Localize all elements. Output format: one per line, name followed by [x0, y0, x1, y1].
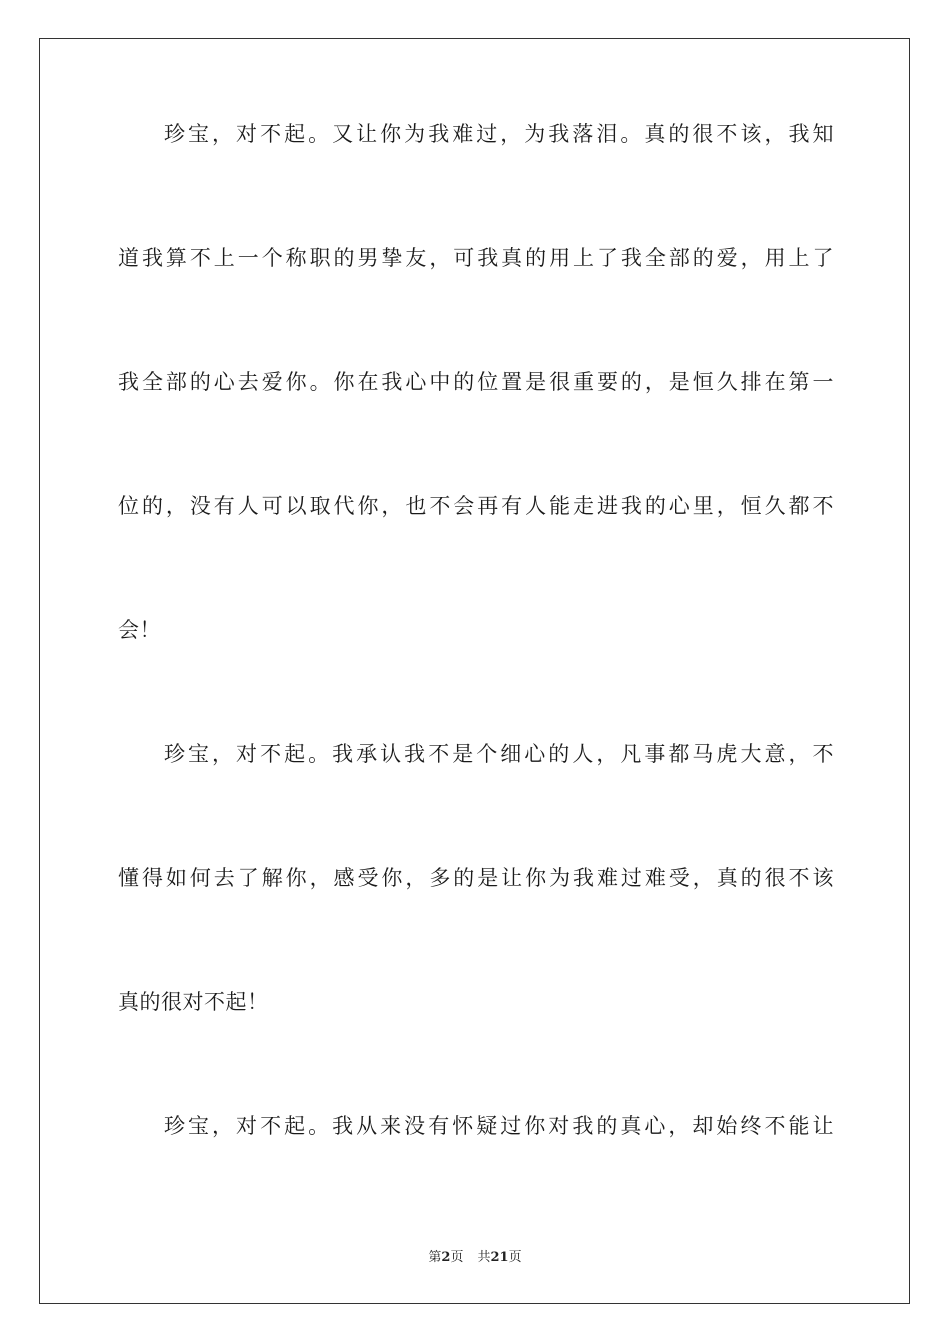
paragraph-line: 真的很对不起！ [118, 990, 269, 1014]
total-prefix: 共 [477, 1250, 491, 1265]
total-pages: 21 [490, 1250, 509, 1265]
page-number: 2 [441, 1250, 451, 1265]
document-body [118, 118, 834, 1234]
paragraph-line: 珍宝，对不起。我承认我不是个细心的人，凡事都马虎大意，不 [164, 742, 834, 766]
paragraph-line: 懂得如何去了解你，感受你，多的是让你为我难过难受，真的很不该 [118, 866, 834, 890]
page-suffix: 页 [450, 1250, 464, 1265]
paragraph-line: 珍宝，对不起。我从来没有怀疑过你对我的真心，却始终不能让 [164, 1114, 834, 1138]
page-prefix: 第 [428, 1250, 442, 1265]
paragraph-line: 道我算不上一个称职的男挚友，可我真的用上了我全部的爱，用上了 [118, 246, 834, 270]
paragraph-line: 我全部的心去爱你。你在我心中的位置是很重要的，是恒久排在第一 [118, 370, 834, 394]
paragraph-line: 珍宝，对不起。又让你为我难过，为我落泪。真的很不该，我知 [164, 122, 834, 146]
page-footer [0, 1246, 950, 1265]
paragraph-line: 会！ [118, 618, 161, 642]
paragraph-line: 位的，没有人可以取代你，也不会再有人能走进我的心里，恒久都不 [118, 494, 834, 518]
total-suffix: 页 [508, 1250, 522, 1265]
